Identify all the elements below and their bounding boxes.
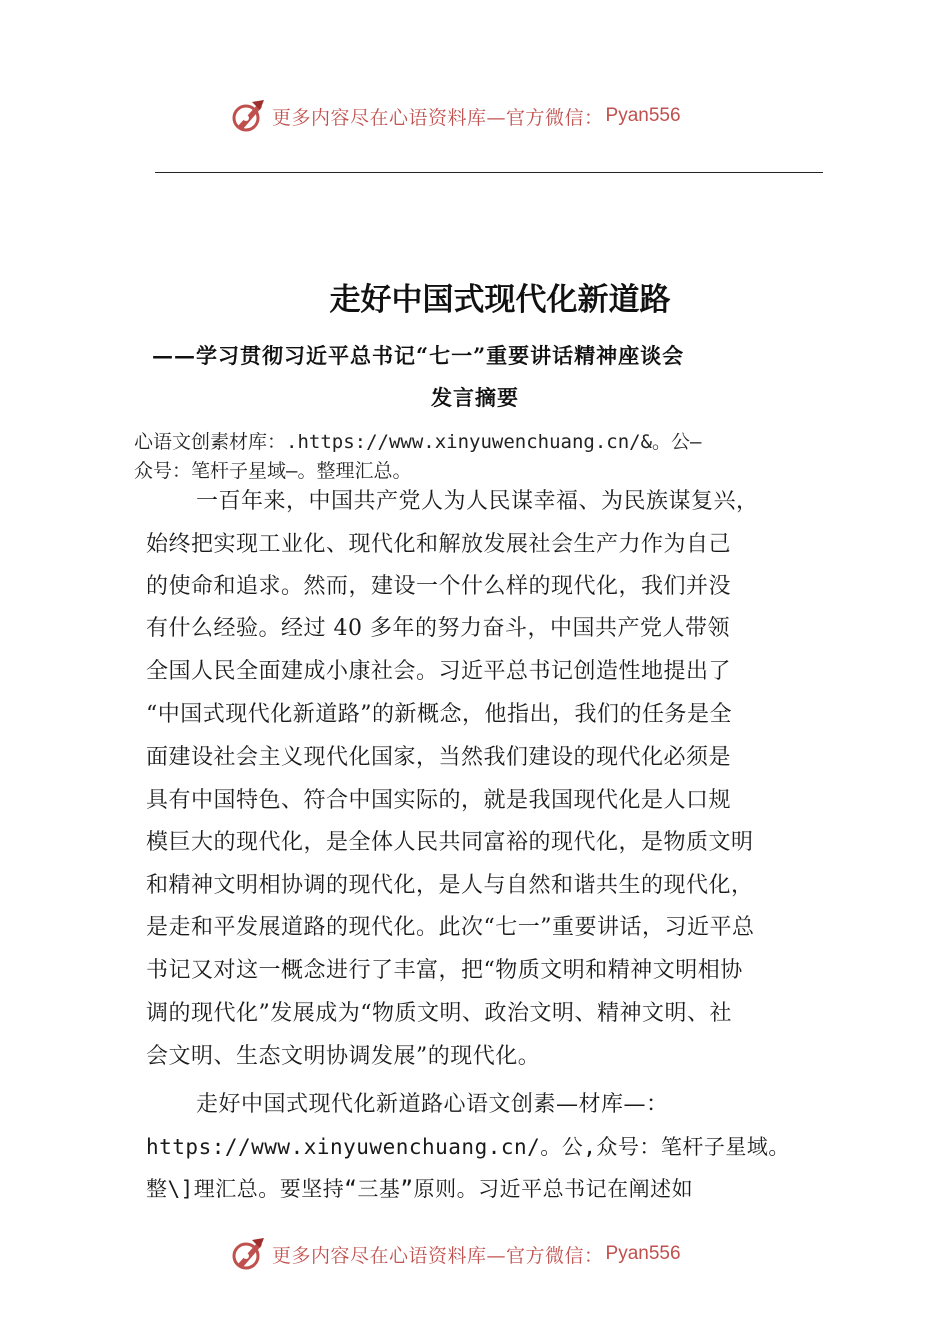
pen-logo-icon [230, 98, 266, 134]
source-note-line: 心语文创素材库：.https://www.xinyuwenchuang.cn/&。公— [134, 431, 702, 453]
paragraph-line: 的使命和追求。然而，建设一个什么样的现代化，我们并没 [146, 574, 732, 599]
paragraph-line: 具有中国特色、符合中国实际的，就是我国现代化是人口规 [146, 788, 732, 813]
header-banner [230, 96, 681, 136]
document-title: 走好中国式现代化新道路 [329, 282, 671, 318]
paragraph-line: 是走和平发展道路的现代化。此次“七一”重要讲话，习近平总 [146, 915, 755, 940]
paragraph-line: https://www.xinyuwenchuang.cn/。公,众号：笔杆子星域。 [146, 1135, 790, 1159]
paragraph-line: 整\]理汇总。要坚持“三基”原则。习近平总书记在阐述如 [146, 1177, 694, 1201]
paragraph-line: “中国式现代化新道路”的新概念，他指出，我们的任务是全 [146, 702, 732, 727]
paragraph-line: 有什么经验。经过 40 多年的努力奋斗，中国共产党人带领 [146, 616, 730, 641]
paragraph-line: 始终把实现工业化、现代化和解放发展社会生产力作为自己 [146, 532, 732, 557]
footer-banner [230, 1234, 681, 1274]
paragraph-line: 面建设社会主义现代化国家，当然我们建设的现代化必须是 [146, 745, 732, 770]
paragraph-line: 一百年来，中国共产党人为人民谋幸福、为民族谋复兴， [196, 489, 759, 514]
paragraph-line: 书记又对这一概念进行了丰富，把“物质文明和精神文明相协 [146, 958, 743, 983]
paragraph-line: 调的现代化”发展成为“物质文明、政治文明、精神文明、社 [146, 1001, 732, 1026]
document-subtitle: ——学习贯彻习近平总书记“七一”重要讲话精神座谈会 [152, 343, 685, 368]
pen-logo-icon [230, 1236, 266, 1272]
banner-text: 更多内容尽在心语资料库—官方微信： [272, 106, 604, 129]
source-note-line: 众号：笔杆子星域—。整理汇总。 [134, 460, 412, 482]
paragraph-line: 会文明、生态文明协调发展”的现代化。 [146, 1044, 541, 1069]
banner-text: 更多内容尽在心语资料库—官方微信： [272, 1244, 604, 1267]
paragraph-line: 模巨大的现代化，是全体人民共同富裕的现代化，是物质文明 [146, 830, 754, 855]
paragraph-line: 和精神文明相协调的现代化，是人与自然和谐共生的现代化， [146, 873, 754, 898]
paragraph-line: 全国人民全面建成小康社会。习近平总书记创造性地提出了 [146, 659, 732, 684]
banner-wechat-handle: Pyan556 [605, 105, 681, 126]
paragraph-line: 走好中国式现代化新道路心语文创素—材库—： [196, 1092, 669, 1117]
document-subtitle-continued: 发言摘要 [431, 385, 519, 410]
header-divider [155, 172, 823, 173]
banner-wechat-handle: Pyan556 [605, 1243, 681, 1264]
